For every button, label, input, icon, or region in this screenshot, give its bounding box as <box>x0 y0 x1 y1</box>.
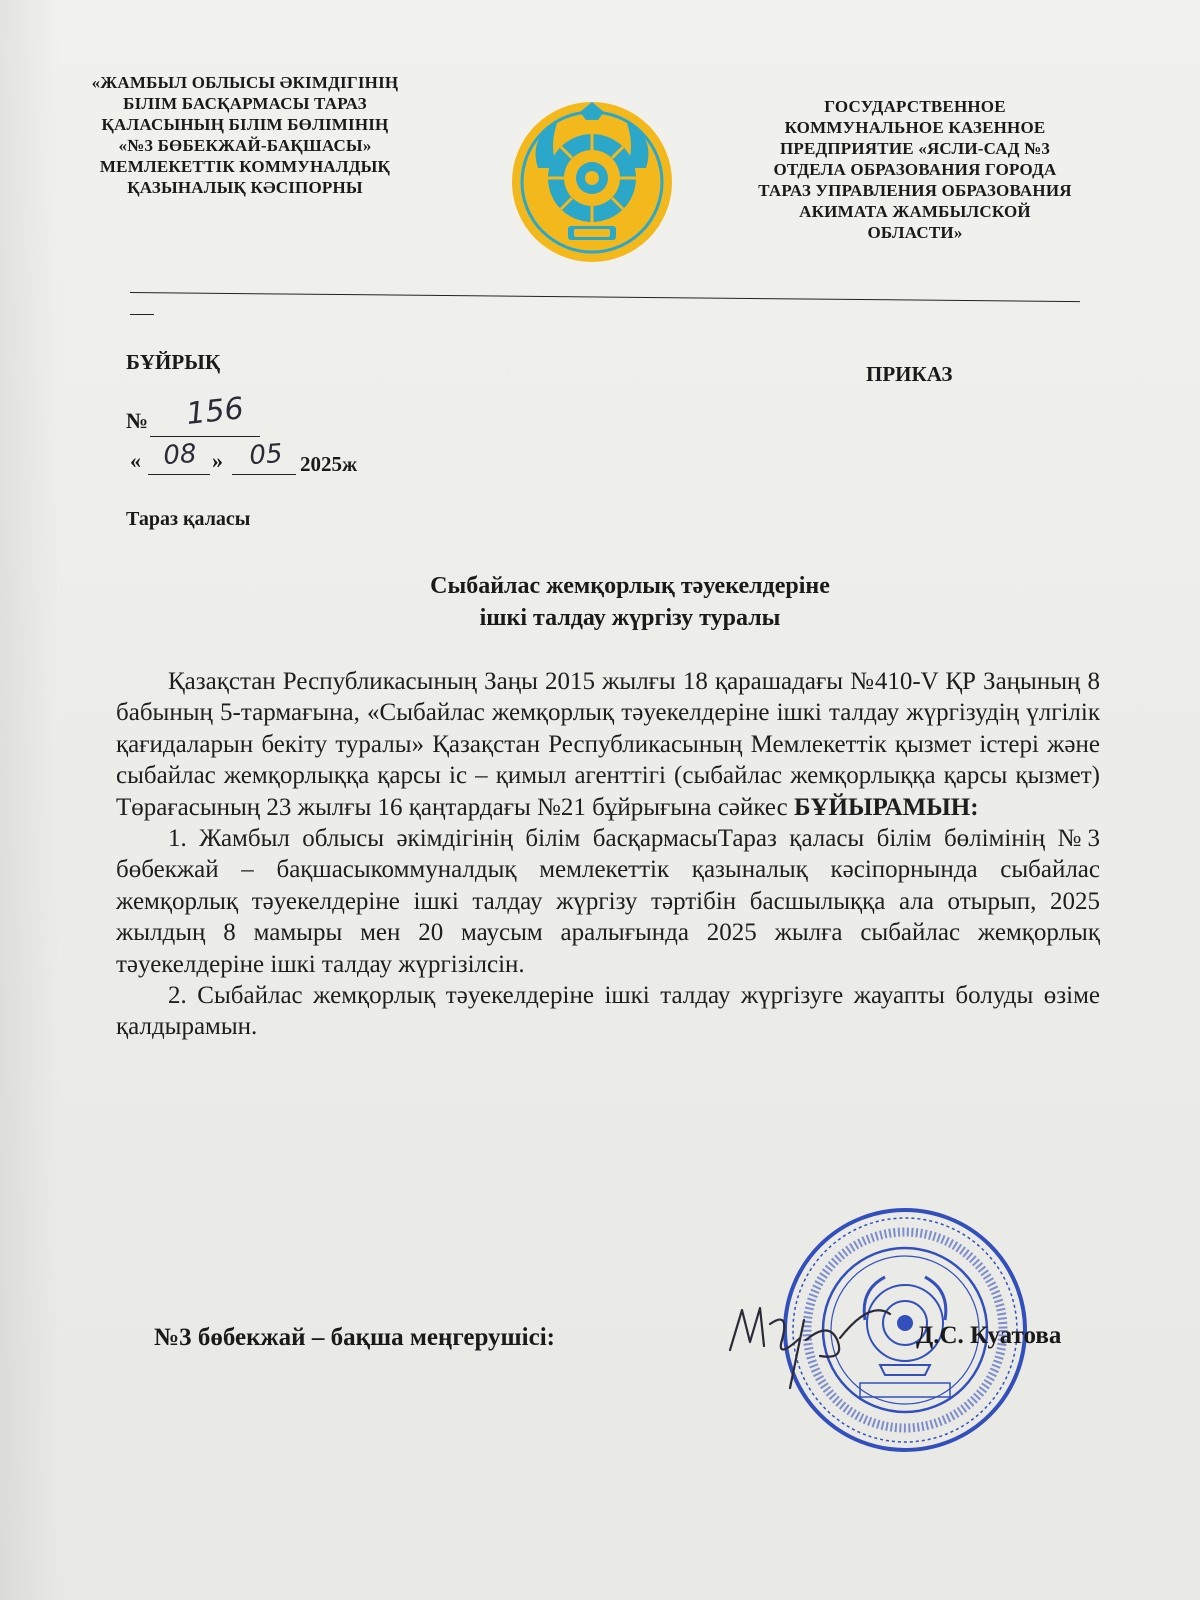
header-ru-line: АКИМАТА ЖАМБЫЛСКОЙ <box>799 202 1031 221</box>
paper-shadow <box>0 0 60 1600</box>
item-number: 2. <box>168 982 187 1010</box>
order-number-underline <box>150 436 260 437</box>
document-title-line: ішкі талдау жүргізу туралы <box>479 605 781 631</box>
order-date-day: 08 <box>162 438 198 472</box>
order-date-year: 2025ж <box>300 452 358 476</box>
header-kz-line: «ЖАМБЫЛ ОБЛЫСЫ ӘКІМДІГІНІҢ <box>91 73 399 92</box>
handwritten-signature-icon <box>720 1280 900 1400</box>
header-divider <box>130 292 1080 302</box>
header-ru-line: ТАРАЗ УПРАВЛЕНИЯ ОБРАЗОВАНИЯ <box>758 181 1072 200</box>
header-kz-line: МЕМЛЕКЕТТІК КОММУНАЛДЫҚ <box>99 157 391 176</box>
document-body <box>116 666 1100 1043</box>
header-ru-line: ГОСУДАРСТВЕННОЕ <box>824 97 1006 116</box>
date-quote-open: « <box>130 448 141 473</box>
header-ru-line: ОБЛАСТИ» <box>867 223 963 242</box>
body-intro-text: Қазақстан Республикасының Заңы 2015 жылғы 18 қарашадағы №410-V ҚР Заңының 8 бабының 5-тармағына, «Сыбайлас жемқорлық тәуекелдеріне ішкі талдау жүргізудің үлгілік қағидаларын бекіту туралы» Қазақстан Республикасының Мемлекеттік қызмет істері және сыбайлас жемқорлыққа қарсы іс – қимыл агенттігі (сыбайлас жемқорлыққа қарсы қызмет) Төрағасының 23 жылғы 16 қаңтардағы №21 бұйрығына сәйкес <box>116 668 1100 821</box>
header-organization-ru <box>730 96 1100 243</box>
date-day-underline <box>148 474 210 475</box>
body-command: БҰЙЫРАМЫН: <box>793 793 979 821</box>
signatory-position: №3 бөбекжай – бақша меңгерушісі: <box>154 1324 555 1351</box>
document-title-line: Сыбайлас жемқорлық тәуекелдеріне <box>430 573 830 599</box>
header-organization-kz <box>70 72 420 198</box>
body-intro-paragraph <box>116 666 1100 823</box>
order-date-month: 05 <box>248 438 284 472</box>
date-quote-close: » <box>212 448 223 473</box>
kazakhstan-state-emblem-icon <box>508 98 676 266</box>
order-city: Тараз қаласы <box>126 508 251 530</box>
item-number: 1. <box>168 825 187 853</box>
header-kz-line: «№3 БӨБЕКЖАЙ-БАҚШАСЫ» <box>118 136 372 155</box>
item-text: Жамбыл облысы әкімдігінің білім басқармасыТараз қаласы білім бөлімінің №3 бөбекжай – бақшасыкоммуналдық мемлекеттік қазыналық кәсіпорнында сыбайлас жемқорлық тәуекелдеріне ішкі талдау жүргізу тәртібін басшылыққа ала отырып, 2025 жылдың 8 мамыры мен 20 маусым аралығында 2025 жылға сыбайлас жемқорлық тәуекелдеріне ішкі талдау жүргізілсін. <box>116 825 1100 978</box>
order-label-ru: ПРИКАЗ <box>866 362 953 386</box>
date-month-underline <box>232 474 296 475</box>
item-text: Сыбайлас жемқорлық тәуекелдеріне ішкі талдау жүргізуге жауапты болуды өзіме қалдырамын. <box>116 982 1101 1041</box>
header-kz-line: ҚАЗЫНАЛЫҚ КӘСІПОРНЫ <box>127 178 363 197</box>
document-title <box>300 570 960 634</box>
signatory-name: Д.С. Куатова <box>916 1322 1062 1349</box>
header-ru-line: ПРЕДПРИЯТИЕ «ЯСЛИ-САД №3 <box>779 139 1051 158</box>
header-ru-line: КОММУНАЛЬНОЕ КАЗЕННОЕ <box>784 118 1046 137</box>
body-item-1 <box>116 823 1100 980</box>
order-number-prefix: № <box>126 408 149 433</box>
header-divider-dash <box>130 314 154 315</box>
order-number: 156 <box>184 391 246 432</box>
header-kz-line: БІЛІМ БАСҚАРМАСЫ ТАРАЗ <box>123 94 367 113</box>
header-ru-line: ОТДЕЛА ОБРАЗОВАНИЯ ГОРОДА <box>773 160 1057 179</box>
header-kz-line: ҚАЛАСЫНЫҢ БІЛІМ БӨЛІМІНІҢ <box>101 115 389 134</box>
body-item-2 <box>116 980 1100 1043</box>
order-label-kz: БҰЙРЫҚ <box>126 350 221 374</box>
